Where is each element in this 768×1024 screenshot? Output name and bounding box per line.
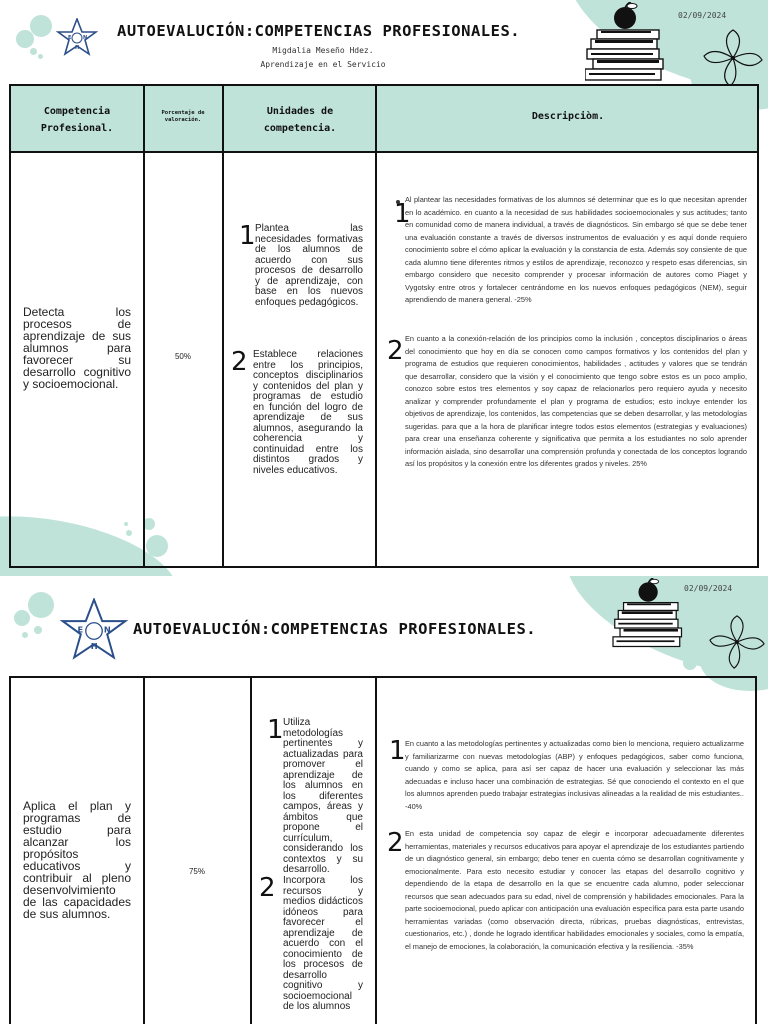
school-logo-icon xyxy=(58,598,130,664)
description-number: 2 xyxy=(387,828,404,858)
flower-icon xyxy=(706,614,768,670)
svg-text:H: H xyxy=(75,45,80,51)
column-divider xyxy=(375,86,377,566)
decor-dot xyxy=(30,48,37,55)
column-divider xyxy=(143,678,145,1024)
books-apple-icon xyxy=(585,2,667,84)
unit-number: 2 xyxy=(231,347,248,377)
column-divider xyxy=(222,86,224,566)
header-competencia: Competencia Profesional. xyxy=(40,106,114,134)
svg-text:N: N xyxy=(83,35,88,41)
column-divider xyxy=(143,86,145,566)
header-descripcion: Descripciòm. xyxy=(531,110,605,122)
description-number: 1 xyxy=(394,199,411,229)
column-divider xyxy=(250,678,252,1024)
svg-text:N: N xyxy=(103,624,111,635)
competency-text: Aplica el plan y programas de estudio para alcanzar los propósitos educativos y contribuir al pleno desenvolvimiento de las capacidades de sus alumnos. xyxy=(23,799,131,921)
slide-2 xyxy=(0,576,768,1024)
description-number: 2 xyxy=(387,336,404,366)
competency-text: Detecta los procesos de aprendizaje de sus alumnos para favorecer su desarrollo cognitivo y socioemocional. xyxy=(23,305,131,391)
unit-text: Utiliza metodologías pertinentes y actualizadas para promover el aprendizaje de los alumnos en los diferentes campos, áreas y ámbitos que propone el currículum, considerando los contextos y su desarrollo. xyxy=(283,717,363,875)
unit-number: 2 xyxy=(259,873,276,903)
books-apple-icon xyxy=(612,578,686,650)
unit-text: Plantea las necesidades formativas de los alumnos de acuerdo con sus procesos de desarrollo y de aprendizaje, con base en los nuevos enfoques pedagógicos. xyxy=(255,223,363,308)
decor-dot xyxy=(14,610,30,626)
column-divider xyxy=(375,678,377,1024)
description-text: Al plantear las necesidades formativas de los alumnos sé determinar que es lo que necesitan aprender en lo académico. en cuanto a la necesidad de sus habilidades socioemocionales y sus actitudes; tanto en comunidad como de manera individual, a través de diagnósticos. Sin embargo sé que se debe tener una evaluación constante a través de diversos instrumentos de evaluación y es aquí donde requiero conocimiento sobre el cómo aplicar la evaluación y la constancia de esta. Además soy consiente de que cada alumno tiene diferentes ritmos y estilos de aprendizaje, reconozco y respeto esas diferencias, sin embargo considero que necesito comprender y procesar información de autores como Piaget y Vygotsky entre otros y fortalecer centrándome en los nuevos enfoques pedagógicos (NEM), seguir aprendiendo de manera general. -25% xyxy=(405,195,747,304)
svg-text:E: E xyxy=(77,624,84,635)
school-logo-icon xyxy=(56,18,98,58)
svg-text:E: E xyxy=(68,35,72,41)
description-number: 1 xyxy=(389,736,406,766)
description-text: En esta unidad de competencia soy capaz de elegir e incorporar adecuadamente diferentes herramientas, materiales y recursos educativos para apoyar el aprendizaje de los estudiantes partiendo de un diagnóstico general, sin embargo; debo tener en cuenta cómo se desarrollan cognitivamente y emocionalmente. Para esto necesito estudiar y conocer las etapas del desarrollo cognitivo y dependiendo de la etapa de desarrollo en la que se encuentre cada alumno, poder seleccionar recursos que sean adecuados para su edad, nivel de comprensión y habilidades emocionales. Para la parte socioemocional, puedo aplicar con anticipación una evaluación específica para esta parte usando herramientas variadas (como observación directa, rúbricas, pruebas diagnósticas, entrevistas, cuestionarios, etc.) , donde he logrado identificar habilidades emocionales y sociales, como la empatía, el manejo de emociones, la colaboración, la comunicación efectiva y la resiliencia. -35% xyxy=(405,829,744,951)
unit-item xyxy=(267,715,363,876)
unit-item xyxy=(239,221,363,308)
decor-dot xyxy=(22,632,28,638)
page-title: AUTOEVALUCIÓN:COMPETENCIAS PROFESIONALES. xyxy=(117,22,521,40)
date-label: 02/09/2024 xyxy=(684,584,733,593)
unit-text: Establece relaciones entre los principios, conceptos disciplinarios y contenidos del plan y programas de estudio en función del logro de aprendizaje de sus alumnos, asegurando la coherencia y continuidad entre los distintos grados y niveles educativos. xyxy=(253,349,363,476)
unit-number: 1 xyxy=(267,715,284,745)
decor-dot xyxy=(28,592,54,618)
page-title: AUTOEVALUCIÓN:COMPETENCIAS PROFESIONALES. xyxy=(133,620,537,638)
date-label: 02/09/2024 xyxy=(678,11,727,20)
unit-number: 1 xyxy=(239,221,256,251)
decor-dot xyxy=(38,54,43,59)
header-porcentaje: Porcentaje de valoración. xyxy=(161,110,205,123)
flower-icon xyxy=(700,28,766,88)
percentage-value: 75% xyxy=(188,867,205,876)
competency-table xyxy=(9,676,757,1024)
header-divider xyxy=(11,151,757,153)
unit-item xyxy=(231,347,363,476)
course-name: Aprendizaje en el Servicio xyxy=(260,60,386,69)
decor-dot xyxy=(30,15,52,37)
decor-dot xyxy=(34,626,42,634)
svg-text:H: H xyxy=(90,641,98,652)
competency-table xyxy=(9,84,759,568)
description-text: En cuanto a la conexión-relación de los principios como la inclusión , conceptos disciplinarios o áreas del conocimiento que hoy en día se conocen como campos formativos y los contenidos del plan y programa de estudios que requieren conocimientos, habilidades , actitudes y valores que se tendrán que desarrollar, considero que la visión y el conocimiento que tengo sobre estos es un poco amplio, conozco sobre estos tres elementos y soy capaz de relacionarlos pero requiero ayuda y necesito analizar y comprender profundamente el plan y programa de estudios; esto incluye entender los objetivos de aprendizaje, los contenidos, las competencias que se deben desarrollar, y las metodologías sugeridas. para que a la hora de planificar integre todos estos elementos (estrategias y evaluaciones) para crear una enseñanza coherente y significativa que permita a los estudiantes no solo aprender información aislada, sino desarrollar una comprensión profunda y conectada de los conceptos logrando así los propósitos y la conexión entre los diferentes grados y niveles. 25% xyxy=(405,334,747,468)
unit-item xyxy=(259,873,363,1013)
unit-text: Incorpora los recursos y medios didácticos idóneos para favorecer el aprendizaje de acuerdo con el conocimiento de los procesos de desarrollo cognitivo y socioemocional de los alumnos xyxy=(283,875,363,1012)
description-text: En cuanto a las metodologías pertinentes y actualizadas como bien lo menciona, requiero actualizarme y familiarizarme con nuevas metodologías (ABP) y enfoques pedagógicos, saber como funciona, cuando y como se aplica, para así ser capaz de hacer una evaluación y seleccionar las más adecuadas e incluso hacer una combinación de estrategias. Sé que conociendo el contexto en el que los alumnos aprenden puedo trabajar estrategias inclusivas alineadas a la realidad de mis estudiantes.. -40% xyxy=(405,739,744,811)
percentage-value: 50% xyxy=(174,352,191,361)
author-name: Migdalia Meseño Hdez. xyxy=(272,46,374,55)
header-unidades: Unidades de competencia. xyxy=(263,106,337,134)
decor-dot xyxy=(683,656,697,670)
